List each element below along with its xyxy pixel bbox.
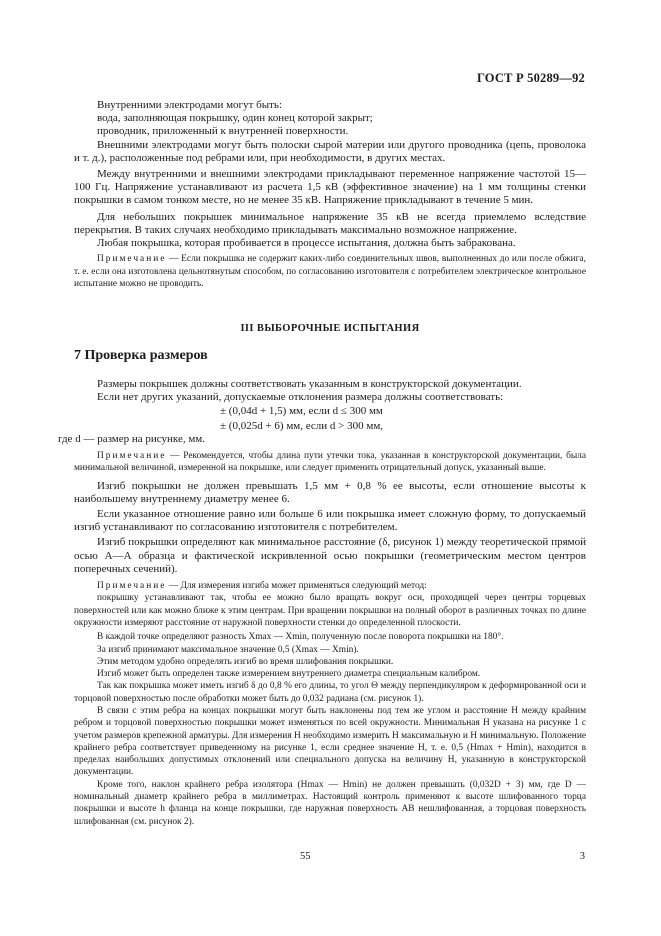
note [74, 253, 586, 290]
note-text: — Рекомендуется, чтобы длина пути утечки тока, указанная в конструкторской документации, была минимальной величиной, измеренной на покрышке, или следует применить отрицательный допуск, указанный выше. [74, 451, 586, 474]
paragraph: вода, заполняющая покрышку, один конец которой закрыт; [97, 112, 373, 125]
note-paragraph: Кроме того, наклон крайнего ребра изолятора (Hmax — Hmin) не должен превышать (0,032D + 3) мм, где D — номинальный диаметр крайнего ребра в миллиметрах. Настоящий контроль применяют к высоте шлифованного торца покрышки и высоте h фланца на конце покрышки, где наружная поверхность AB нешлифованная, а торцовая поверхность шлифованная (см. рисунок 2). [74, 779, 586, 827]
note [74, 450, 586, 475]
paragraph: Для небольших покрышек минимальное напряжение 35 кВ не всегда приемлемо вследствие перекрытия. В таких случаях необходимо прикладывать максимально возможное напряжение. [74, 210, 586, 236]
paragraph: Изгиб покрышки не должен превышать 1,5 мм + 0,8 % ее высоты, если отношение высоты к наибольшему внутреннему диаметру менее 6. [74, 479, 586, 505]
note-paragraph: В связи с этим ребра на концах покрышки могут быть наклонены под тем же углом и расстояние H между крайним ребром и торцовой поверхностью покрышки может изменяться по всей окружности. Минимальная H указана на рисунке 1 с учетом размеров крепежной арматуры. Для измерения H необходимо измерить H максимальную и H минимальную. Положение крайнего ребра соответствует приведенному на рисунке 1, если среднее значение H, т. е. 0,5 (Hmax + Hmin), находится в пределах наибольших допустимых отклонений или специального допуска на величину H, указанную в конструкторской документации. [74, 706, 586, 778]
paragraph: проводник, приложенный к внутренней поверхности. [97, 125, 349, 138]
where-clause: где d — размер на рисунке, мм. [58, 432, 206, 445]
page-number-center: 55 [300, 851, 311, 862]
paragraph: Внутренними электродами могут быть: [97, 99, 282, 111]
standard-header: ГОСТ Р 50289—92 [476, 71, 585, 85]
paragraph: Внешними электродами могут быть полоски сырой материи или другого проводника (цепь, проволока и т. д.), расположенные под ребрами или, при необходимости, в других местах. [74, 138, 586, 164]
note-paragraph: За изгиб принимают максимальное значение 0,5 (Xmax — Xmin). [97, 644, 359, 655]
note-label: Примечание [97, 581, 167, 592]
paragraph: Между внутренними и внешними электродами прикладывают переменное напряжение частотой 15—100 Гц. Напряжение устанавливают из расчета 1,5 кВ (эффективное значение) на 1 мм толщины стенки покрышки в самом тонком месте, но не менее 35 кВ. Напряжение прикладывают в течение 5 мин. [74, 168, 586, 207]
paragraph: Если нет других указаний, допускаемые отклонения размера должны соответствовать: [97, 391, 504, 404]
note-paragraph: Этим методом удобно определять изгиб во время шлифования покрышки. [97, 656, 394, 667]
note-paragraph: В каждой точке определяют разность Xmax — Xmin, полученную после поворота покрышки на 180°. [97, 632, 504, 643]
part-heading: III ВЫБОРОЧНЫЕ ИСПЫТАНИЯ [240, 323, 420, 334]
note-text: — Для измерения изгиба может применяться следующий метод: [166, 581, 427, 592]
note-paragraph: покрышку устанавливают так, чтобы ее можно было вращать вокруг оси, проходящей через центры торцевых поверхностей или как можно ближе к этим центрам. При вращении покрышки на полный оборот в различных точках по длине окружности измеряют расстояние от наружной поверхности стенки до определенной плоскости. [74, 593, 586, 628]
note-paragraph: Изгиб может быть определен также измерением внутреннего диаметра специальным калибром. [97, 669, 481, 680]
note [74, 580, 586, 592]
note-paragraph: Так как покрышка может иметь изгиб δ до 0,8 % его длины, то угол Θ между перпендикуляром к деформированной оси и торцовой поверхностью после обработки может быть до 0,032 радиана (см. рисунок 1). [74, 681, 586, 704]
note-label: Примечание [97, 254, 167, 265]
paragraph: Любая покрышка, которая пробивается в процессе испытания, должна быть забракована. [97, 237, 516, 250]
formula: ± (0,04d + 1,5) мм, если d ≤ 300 мм [220, 405, 383, 418]
note-label: Примечание [97, 451, 167, 462]
paragraph: Если указанное отношение равно или больше 6 или покрышка имеет сложную форму, то допускаемый изгиб устанавливают по согласованию изготовителя с потребителем. [74, 508, 586, 534]
formula: ± (0,025d + 6) мм, если d > 300 мм, [220, 419, 384, 432]
section-body [58, 378, 586, 828]
paragraph: Изгиб покрышки определяют как минимальное расстояние (δ, рисунок 1) между теоретической прямой осью А—А образца и фактической искривленной осью покрышки (геометрическим местом центров поперечных сечений). [74, 536, 586, 575]
page-number-right: 3 [579, 851, 585, 862]
electrode-description [74, 99, 586, 290]
paragraph: Размеры покрышек должны соответствовать указанным в конструкторской документации. [97, 378, 522, 390]
section-title: 7 Проверка размеров [74, 348, 208, 363]
note-text: — Если покрышка не содержит каких-либо соединительных швов, выполненных до или после обжига, т. е. если она изготовлена цельнотянутым способом, по согласованию изготовителя с потребителем электрическое контрольное испытание можно не проводить. [74, 254, 586, 289]
